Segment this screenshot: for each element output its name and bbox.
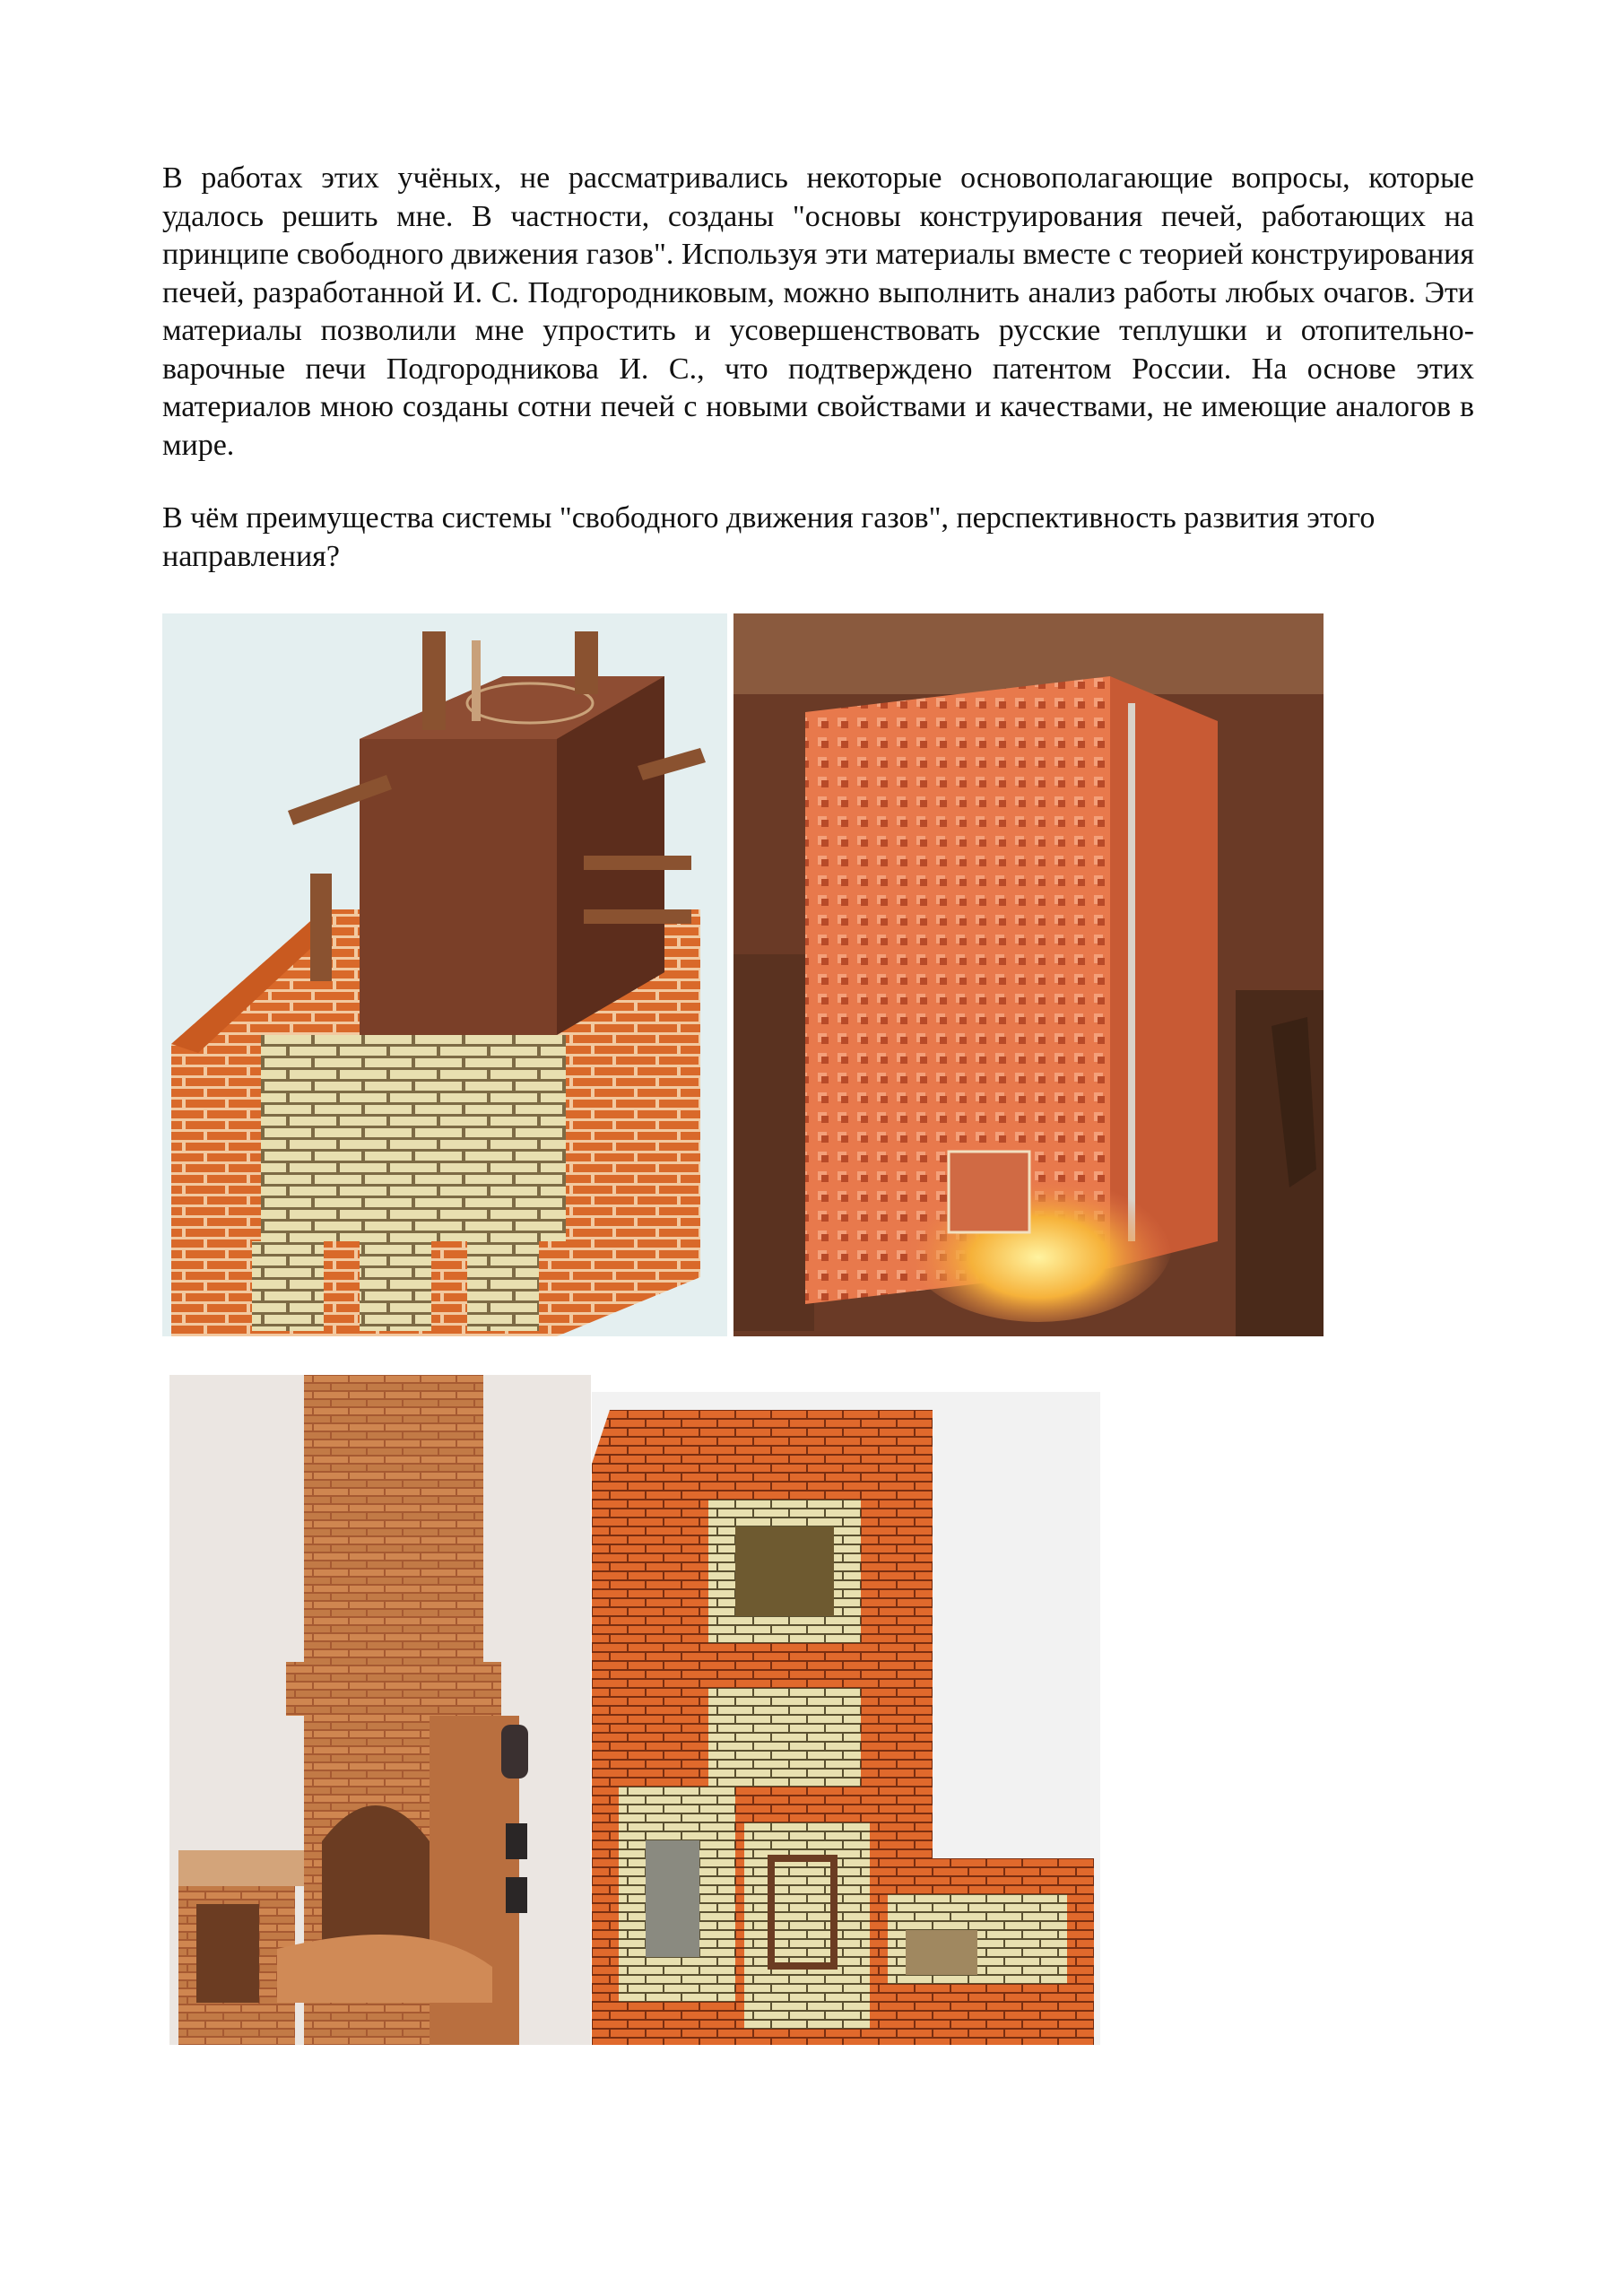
brick-stove-photo-with-fire: [733, 613, 1324, 1336]
body-paragraph-1: В работах этих учёных, не рассматривались некоторые основополагающие вопросы, которые удалось решить мне. В частности, созданы "основы конструирования печей, работающих на принципе свободного движения газов". Используя эти материалы вместе с теорией конструирования печей, разработанной И. С. Подгородниковым, можно выполнить анализ работы любых очагов. Эти материалы позволили мне упростить и усовершенствовать русские теплушки и отопительно-варочные печи Подгородникова И. С., что подтверждено патентом России. На основе этих материалов мною созданы сотни печей с новыми свойствами и качествами, не имеющие аналогов в мире.: [162, 161, 1474, 462]
stove-diagram-with-metal-tank: [162, 613, 727, 1336]
brick-fireplace-stove-photo: [169, 1375, 591, 2045]
body-paragraph-2: В чём преимущества системы "свободного движения газов", перспективность развития этого направления?: [162, 501, 1376, 573]
stove-cutaway-diagram: [592, 1392, 1100, 2045]
